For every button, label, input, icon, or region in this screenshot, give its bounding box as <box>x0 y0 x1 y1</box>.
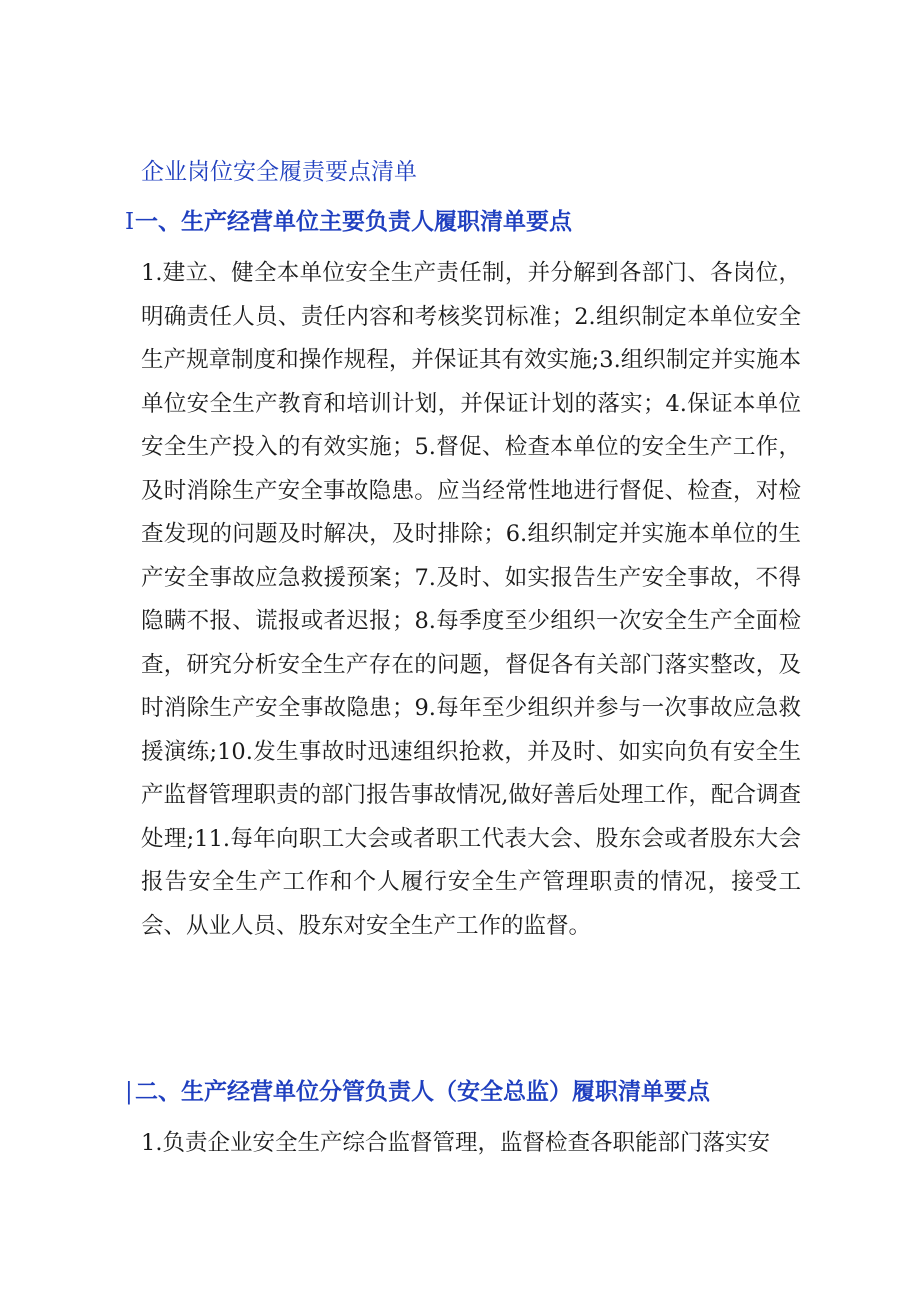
section-body-principal: 1.建立、健全本单位安全生产责任制，并分解到各部门、各岗位，明确责任人员、责任内容和考核奖罚标准；2.组织制定本单位安全生产规章制度和操作规程，并保证其有效实施;3.组织制定并实施本单位安全生产教育和培训计划，并保证计划的落实；4.保证本单位安全生产投入的有效实施；5.督促、检查本单位的安全生产工作，及时消除生产安全事故隐患。应当经常性地进行督促、检查，对检查发现的问题及时解决，及时排除；6.组织制定并实施本单位的生产安全事故应急救援预案；7.及时、如实报告生产安全事故，不得隐瞒不报、谎报或者迟报；8.每季度至少组织一次安全生产全面检查，研究分析安全生产存在的问题，督促各有关部门落实整改，及时消除生产安全事故隐患；9.每年至少组织并参与一次事故应急救援演练;10.发生事故时迅速组织抢救，并及时、如实向负有安全生产监督管理职责的部门报告事故情况,做好善后处理工作，配合调查处理;11.每年向职工大会或者职工代表大会、股东会或者股东大会报告安全生产工作和个人履行安全生产管理职责的情况，接受工会、从业人员、股东对安全生产工作的监督。 <box>141 260 801 939</box>
section-heading-text: 二、生产经营单位分管负责人（安全总监）履职清单要点 <box>135 1078 710 1105</box>
section-marker: I <box>125 209 135 235</box>
section-body-deputy: 1.负责企业安全生产综合监督管理，监督检查各职能部门落实安 <box>141 1130 770 1156</box>
section-marker: | <box>125 1079 133 1105</box>
section-heading-deputy <box>125 1076 710 1108</box>
section-heading-text: 一、生产经营单位主要负责人履职清单要点 <box>135 208 572 235</box>
document-title: 企业岗位安全履责要点清单 <box>141 159 417 185</box>
section-heading-principal <box>125 206 572 238</box>
